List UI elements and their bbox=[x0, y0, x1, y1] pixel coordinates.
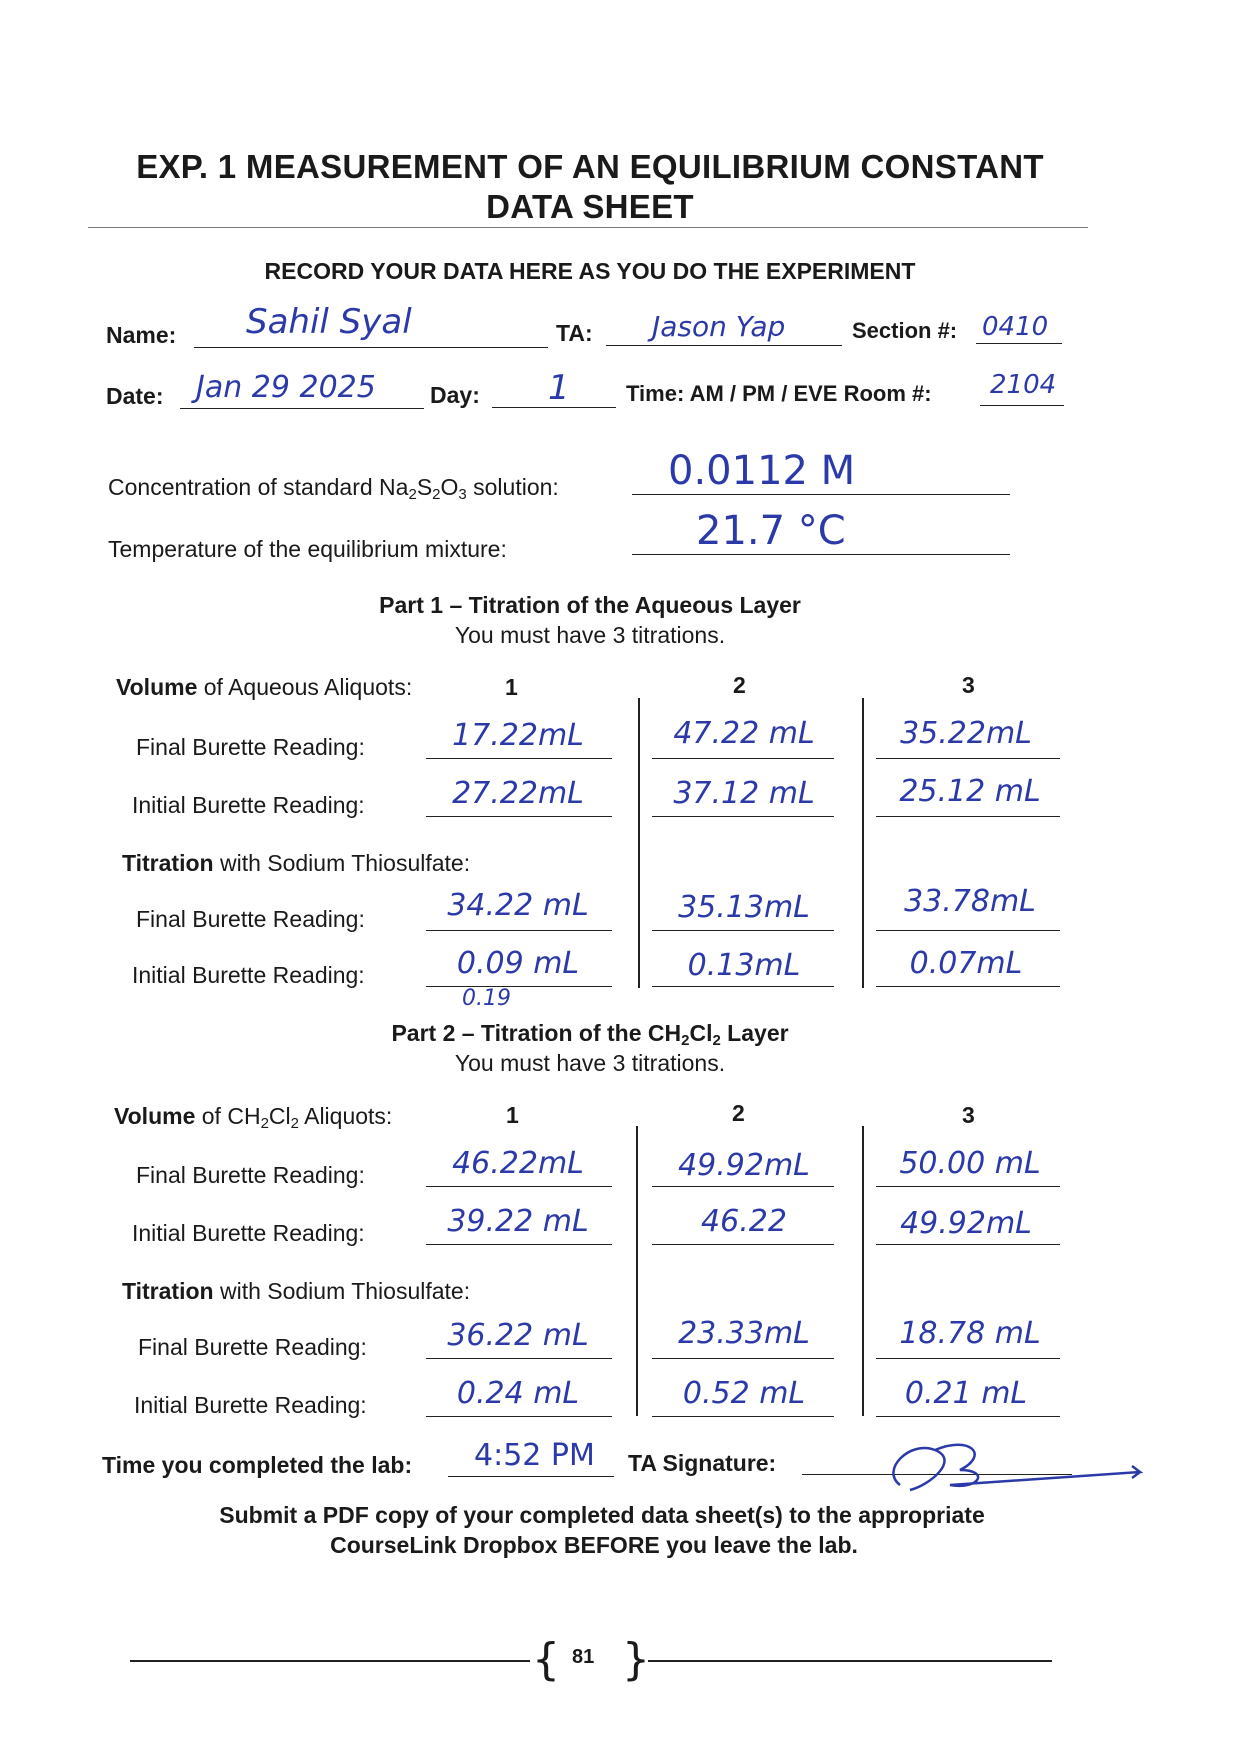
answer-line bbox=[426, 758, 612, 759]
footer-rule-right bbox=[648, 1660, 1052, 1662]
part2-volume-label-bold: Volume bbox=[114, 1103, 196, 1129]
part2-thio-initial-label: Initial Burette Reading: bbox=[134, 1392, 367, 1418]
part2-aliquot-initial-3[interactable]: 49.92mL bbox=[900, 1206, 1032, 1241]
part2-volume-label bbox=[114, 1103, 392, 1132]
part2-col-header-3: 3 bbox=[962, 1102, 975, 1128]
subscript: 2 bbox=[712, 1032, 721, 1049]
part1-titration-label-rest: with Sodium Thiosulfate: bbox=[213, 850, 471, 876]
part2-volume-label-rest: Cl bbox=[268, 1103, 291, 1129]
answer-line bbox=[652, 1416, 834, 1417]
answer-line bbox=[876, 1358, 1060, 1359]
concentration-label-text: Concentration of standard Na bbox=[108, 474, 409, 500]
part2-titration-label-rest: with Sodium Thiosulfate: bbox=[213, 1278, 471, 1304]
answer-line bbox=[876, 816, 1060, 817]
room-value[interactable]: 2104 bbox=[990, 370, 1057, 400]
ta-signature-label: TA Signature: bbox=[628, 1450, 777, 1476]
part2-col-header-2: 2 bbox=[732, 1100, 745, 1126]
date-line bbox=[180, 408, 424, 409]
footer-rule-left bbox=[130, 1660, 530, 1662]
part1-aliquot-initial-label: Initial Burette Reading: bbox=[132, 792, 365, 818]
subscript: 2 bbox=[260, 1115, 269, 1132]
part2-col-header-1: 1 bbox=[506, 1102, 519, 1128]
part2-heading bbox=[0, 1020, 1180, 1049]
instruction-text: RECORD YOUR DATA HERE AS YOU DO THE EXPERIMENT bbox=[264, 258, 916, 284]
day-value[interactable]: 1 bbox=[548, 368, 570, 408]
completion-time-value[interactable]: 4:52 PM bbox=[474, 1438, 595, 1473]
part2-volume-label-rest: of CH bbox=[195, 1103, 261, 1129]
concentration-label-text: O bbox=[440, 474, 459, 500]
answer-line bbox=[652, 986, 834, 987]
answer-line bbox=[652, 816, 834, 817]
ta-signature-mark bbox=[840, 1430, 1150, 1510]
part1-thio-final-3[interactable]: 33.78mL bbox=[904, 884, 1036, 919]
completion-time-label: Time you completed the lab: bbox=[102, 1452, 413, 1478]
title-divider bbox=[88, 227, 1088, 228]
date-value[interactable]: Jan 29 2025 bbox=[196, 370, 376, 405]
page-title-line2: DATA SHEET bbox=[486, 188, 694, 225]
answer-line bbox=[426, 1244, 612, 1245]
part1-col-header-2: 2 bbox=[733, 672, 746, 698]
part2-titration-label-bold: Titration bbox=[122, 1278, 214, 1304]
part1-column-divider-1 bbox=[638, 698, 640, 988]
part1-titration-label bbox=[122, 850, 470, 877]
ta-line bbox=[606, 345, 842, 346]
part1-column-divider-2 bbox=[862, 698, 864, 988]
part2-aliquot-final-1[interactable]: 46.22mL bbox=[452, 1146, 584, 1181]
part1-thio-initial-3[interactable]: 0.07mL bbox=[909, 946, 1023, 981]
part2-heading-text: Cl bbox=[689, 1020, 713, 1046]
concentration-label-text: solution: bbox=[466, 474, 559, 500]
ta-value[interactable]: Jason Yap bbox=[652, 310, 786, 343]
answer-line bbox=[876, 930, 1060, 931]
answer-line bbox=[876, 1244, 1060, 1245]
page-number: 81 bbox=[572, 1646, 595, 1668]
part2-column-divider-2 bbox=[862, 1126, 864, 1416]
answer-line bbox=[426, 1186, 612, 1187]
part2-thio-initial-2[interactable]: 0.52 mL bbox=[682, 1376, 806, 1411]
answer-line bbox=[652, 1186, 834, 1187]
part2-thio-final-1[interactable]: 36.22 mL bbox=[447, 1318, 589, 1353]
name-value[interactable]: Sahil Syal bbox=[246, 302, 412, 342]
part2-titration-label bbox=[122, 1278, 470, 1305]
answer-line bbox=[652, 758, 834, 759]
part1-volume-label bbox=[116, 674, 412, 701]
part1-titration-label-bold: Titration bbox=[122, 850, 214, 876]
part1-heading: Part 1 – Titration of the Aqueous Layer bbox=[379, 592, 801, 618]
part2-aliquot-final-label: Final Burette Reading: bbox=[136, 1162, 365, 1188]
answer-line bbox=[876, 1416, 1060, 1417]
answer-line bbox=[652, 1358, 834, 1359]
part1-aliquot-final-label: Final Burette Reading: bbox=[136, 734, 365, 760]
part1-col-header-1: 1 bbox=[505, 674, 518, 700]
part1-subheading: You must have 3 titrations. bbox=[454, 622, 726, 648]
part2-thio-final-3[interactable]: 18.78 mL bbox=[899, 1316, 1041, 1351]
answer-line bbox=[426, 930, 612, 931]
answer-line bbox=[876, 1186, 1060, 1187]
submit-instruction-line1: Submit a PDF copy of your completed data sheet(s) to the appropriate bbox=[219, 1502, 985, 1528]
part1-thio-initial-note: 0.19 bbox=[462, 986, 511, 1011]
subscript: 3 bbox=[458, 486, 467, 503]
part2-aliquot-initial-2[interactable]: 46.22 bbox=[701, 1204, 787, 1239]
part1-volume-label-rest: of Aqueous Aliquots: bbox=[197, 674, 413, 700]
part2-thio-final-label: Final Burette Reading: bbox=[138, 1334, 367, 1360]
part1-aliquot-final-2[interactable]: 47.22 mL bbox=[673, 716, 815, 751]
page-number-bracket-left: { bbox=[532, 1634, 560, 1685]
section-label: Section #: bbox=[852, 318, 958, 343]
part2-thio-initial-1[interactable]: 0.24 mL bbox=[456, 1376, 580, 1411]
submit-instruction-line2: CourseLink Dropbox BEFORE you leave the lab. bbox=[330, 1532, 858, 1558]
part2-heading-text: Layer bbox=[720, 1020, 789, 1046]
part1-thio-final-1[interactable]: 34.22 mL bbox=[447, 888, 589, 923]
page-number-bracket-right: } bbox=[622, 1634, 650, 1685]
time-room-label: Time: AM / PM / EVE Room #: bbox=[626, 381, 932, 406]
subscript: 2 bbox=[290, 1115, 299, 1132]
temperature-label: Temperature of the equilibrium mixture: bbox=[108, 536, 507, 562]
answer-line bbox=[426, 1358, 612, 1359]
part1-thio-initial-label: Initial Burette Reading: bbox=[132, 962, 365, 988]
temperature-value[interactable]: 21.7 °C bbox=[696, 508, 846, 554]
concentration-line bbox=[632, 494, 1010, 495]
name-line bbox=[194, 347, 548, 348]
concentration-label bbox=[108, 474, 559, 503]
part2-heading-text: Part 2 – Titration of the CH bbox=[391, 1020, 682, 1046]
part1-aliquot-final-1[interactable]: 17.22mL bbox=[452, 718, 584, 753]
part1-thio-final-2[interactable]: 35.13mL bbox=[678, 890, 810, 925]
part1-aliquot-initial-3[interactable]: 25.12 mL bbox=[899, 774, 1041, 809]
name-label: Name: bbox=[106, 322, 177, 348]
part1-col-header-3: 3 bbox=[962, 672, 975, 698]
part1-thio-initial-1[interactable]: 0.09 mL bbox=[456, 946, 580, 981]
part2-thio-final-2[interactable]: 23.33mL bbox=[678, 1316, 810, 1351]
section-value[interactable]: 0410 bbox=[982, 312, 1049, 342]
part2-aliquot-initial-1[interactable]: 39.22 mL bbox=[447, 1204, 589, 1239]
part2-thio-initial-3[interactable]: 0.21 mL bbox=[904, 1376, 1028, 1411]
concentration-label-text: S bbox=[416, 474, 433, 500]
part1-aliquot-initial-2[interactable]: 37.12 mL bbox=[673, 776, 815, 811]
completion-time-line bbox=[448, 1476, 614, 1477]
temperature-line bbox=[632, 554, 1010, 555]
section-line bbox=[976, 343, 1062, 344]
part2-subheading: You must have 3 titrations. bbox=[454, 1050, 726, 1076]
answer-line bbox=[652, 1244, 834, 1245]
part1-thio-final-label: Final Burette Reading: bbox=[136, 906, 365, 932]
answer-line bbox=[652, 930, 834, 931]
subscript: 2 bbox=[681, 1032, 690, 1049]
room-line bbox=[980, 405, 1064, 406]
concentration-value[interactable]: 0.0112 M bbox=[668, 448, 856, 494]
page-title-line1: EXP. 1 MEASUREMENT OF AN EQUILIBRIUM CONSTANT bbox=[136, 148, 1044, 185]
part2-aliquot-final-2[interactable]: 49.92mL bbox=[678, 1148, 810, 1183]
day-label: Day: bbox=[430, 382, 480, 408]
part1-volume-label-bold: Volume bbox=[116, 674, 198, 700]
part1-aliquot-initial-1[interactable]: 27.22mL bbox=[452, 776, 584, 811]
answer-line bbox=[876, 758, 1060, 759]
answer-line bbox=[426, 1416, 612, 1417]
subscript: 2 bbox=[432, 486, 441, 503]
ta-label: TA: bbox=[556, 320, 593, 346]
answer-line bbox=[426, 986, 612, 987]
answer-line bbox=[426, 816, 612, 817]
part2-aliquot-initial-label: Initial Burette Reading: bbox=[132, 1220, 365, 1246]
subscript: 2 bbox=[408, 486, 417, 503]
part1-thio-initial-2[interactable]: 0.13mL bbox=[687, 948, 801, 983]
part1-aliquot-final-3[interactable]: 35.22mL bbox=[900, 716, 1032, 751]
part2-aliquot-final-3[interactable]: 50.00 mL bbox=[899, 1146, 1041, 1181]
date-label: Date: bbox=[106, 383, 164, 409]
part2-column-divider-1 bbox=[636, 1126, 638, 1416]
part2-volume-label-rest: Aliquots: bbox=[298, 1103, 393, 1129]
answer-line bbox=[876, 986, 1060, 987]
